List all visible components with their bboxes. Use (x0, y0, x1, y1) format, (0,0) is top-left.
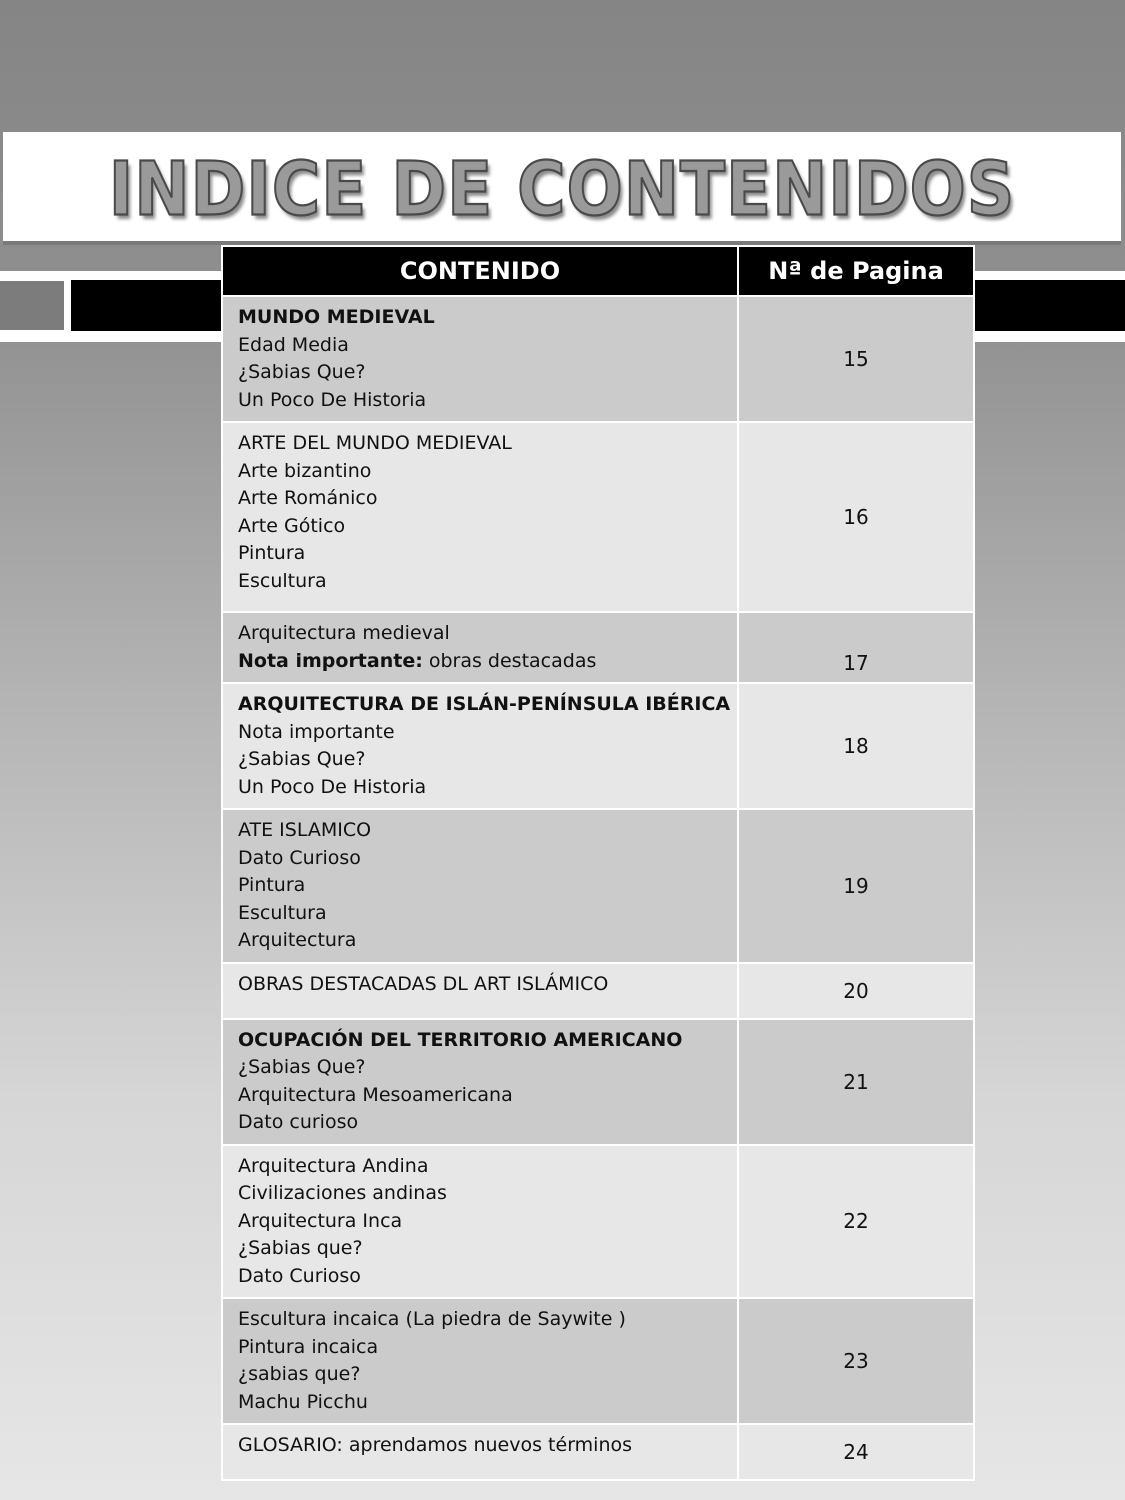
table-row (222, 1298, 974, 1424)
toc-entry-cell (222, 296, 738, 422)
toc-entry-line: Un Poco De Historia (238, 388, 427, 411)
toc-entry-line: ARQUITECTURA DE ISLÁN-PENÍNSULA IBÉRICA (238, 693, 731, 715)
toc-entry-line: ARTE DEL MUNDO MEDIEVAL (238, 432, 512, 454)
toc-entry-line: Escultura (238, 569, 327, 592)
toc-entry-line: Pintura (238, 542, 306, 564)
toc-entry-line (238, 648, 723, 676)
toc-entry-line: Dato Curioso (238, 846, 361, 869)
toc-entry-line: ¿Sabias que? (238, 1237, 363, 1259)
toc-entry-cell (222, 963, 738, 1019)
toc-entry-line: Un Poco De Historia (238, 775, 427, 798)
title-banner (3, 132, 1121, 245)
toc-entry-line: Arte bizantino (238, 459, 372, 482)
right-black-bar (973, 280, 1125, 331)
toc-entry-line: MUNDO MEDIEVAL (238, 306, 435, 328)
page-number-cell: 23 (738, 1298, 974, 1424)
toc-entry-line: Nota importante (238, 720, 395, 743)
table-row (222, 612, 974, 683)
toc-entry-line: Pintura incaica (238, 1335, 379, 1358)
left-grey-block (0, 281, 64, 330)
toc-entry-cell (222, 422, 738, 612)
table-row (222, 1145, 974, 1299)
table-row (222, 963, 974, 1019)
column-header-page: Nª de Pagina (738, 246, 974, 296)
toc-entry-line: ¿sabias que? (238, 1363, 361, 1385)
page-number-cell: 24 (738, 1424, 974, 1480)
left-black-bar (71, 280, 221, 331)
table-row (222, 683, 974, 809)
column-header-content: CONTENIDO (222, 246, 738, 296)
toc-entry-cell (222, 1424, 738, 1480)
toc-entry-cell (222, 683, 738, 809)
toc-entry-line: OBRAS DESTACADAS DL ART ISLÁMICO (238, 972, 609, 995)
toc-entry-line: Edad Media (238, 333, 349, 356)
toc-entry-line: Arquitectura (238, 929, 357, 951)
toc-entry-line: Dato curioso (238, 1111, 359, 1133)
toc-entry-line: Machu Picchu (238, 1390, 368, 1413)
page-number-cell: 17 (738, 612, 974, 683)
table-row (222, 296, 974, 422)
table-header-row (222, 246, 974, 296)
toc-entry-cell (222, 612, 738, 683)
toc-entry-line: Arquitectura Mesoamericana (238, 1083, 513, 1106)
contents-table (221, 245, 975, 1481)
toc-entry-cell (222, 809, 738, 963)
page-number-cell: 16 (738, 422, 974, 612)
toc-entry-text: obras destacadas (422, 649, 597, 672)
page-number-cell: 18 (738, 683, 974, 809)
table-row (222, 809, 974, 963)
toc-entry-line: ¿Sabias Que? (238, 1056, 366, 1078)
page-number-cell: 22 (738, 1145, 974, 1299)
toc-entry-line: ¿Sabias Que? (238, 361, 366, 383)
toc-entry-line: ATE ISLAMICO (238, 819, 372, 841)
toc-entry-line: Civilizaciones andinas (238, 1182, 447, 1204)
toc-entry-line: Arquitectura Inca (238, 1209, 403, 1232)
toc-entry-line: Arquitectura Andina (238, 1154, 429, 1177)
page-number-cell: 20 (738, 963, 974, 1019)
toc-entry-bold-prefix: Nota importante: (238, 649, 423, 672)
table-row (222, 1019, 974, 1145)
toc-entry-line: GLOSARIO: aprendamos nuevos términos (238, 1434, 633, 1456)
table-row (222, 1424, 974, 1480)
toc-entry-line: Dato Curioso (238, 1264, 361, 1287)
toc-entry-cell (222, 1145, 738, 1299)
toc-entry-line: Arte Gótico (238, 514, 346, 537)
toc-entry-line: Arte Románico (238, 487, 378, 509)
toc-entry-line: Escultura incaica (La piedra de Saywite ) (238, 1308, 626, 1330)
page-number-cell: 21 (738, 1019, 974, 1145)
toc-entry-line: Pintura (238, 874, 306, 896)
toc-entry-line: Arquitectura medieval (238, 622, 450, 644)
toc-entry-cell (222, 1019, 738, 1145)
page-number-cell: 15 (738, 296, 974, 422)
toc-entry-line: OCUPACIÓN DEL TERRITORIO AMERICANO (238, 1028, 683, 1051)
table-row (222, 422, 974, 612)
toc-entry-line: ¿Sabias Que? (238, 748, 366, 770)
toc-entry-line: Escultura (238, 901, 327, 924)
page-title: INDICE DE CONTENIDOS (108, 146, 1016, 233)
page-number-cell: 19 (738, 809, 974, 963)
toc-entry-cell (222, 1298, 738, 1424)
